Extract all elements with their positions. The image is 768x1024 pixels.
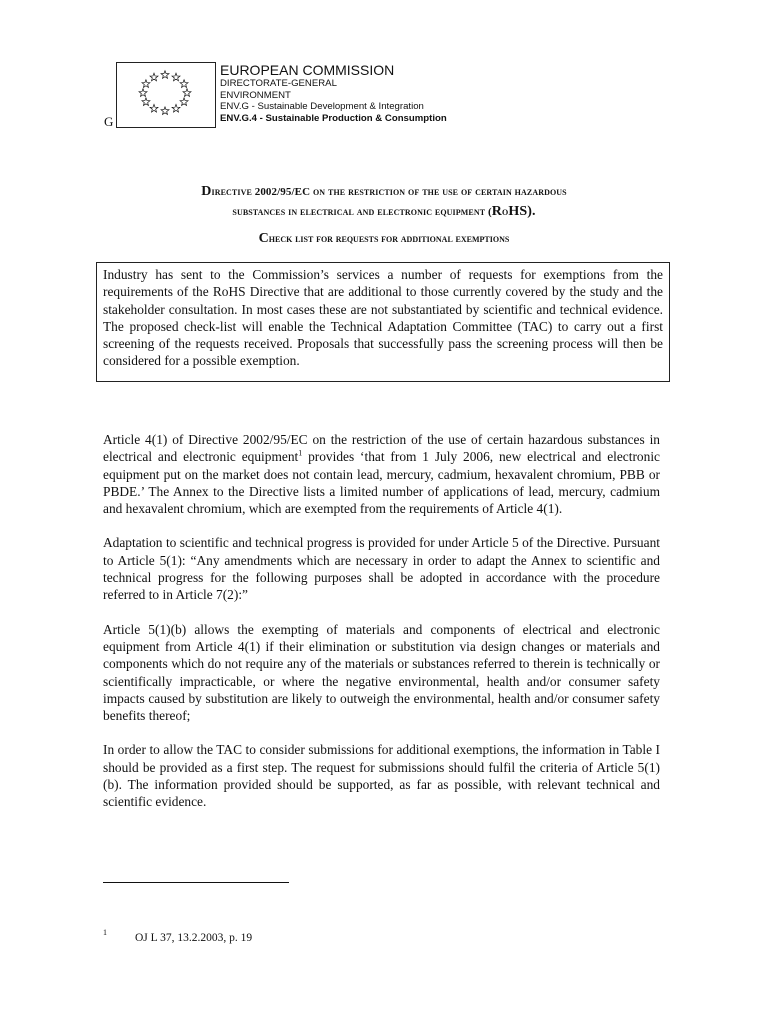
eu-star-icon [150,104,158,112]
intro-box [96,262,670,382]
title-line2: substances in electrical and electronic equipment ( [232,206,492,218]
org-name: EUROPEAN COMMISSION [220,62,395,78]
document-title [100,182,668,222]
checklist-title [100,231,668,247]
eu-star-icon [172,104,180,112]
eu-star-icon [150,73,158,81]
eu-star-icon [180,98,188,106]
eu-logo [116,62,216,128]
eu-stars-icon [117,63,215,127]
body-text [103,431,660,828]
paragraph-2: Adaptation to scientific and technical progress is provided for under Article 5 of the Directive. Pursuant to Article 5(1): “Any amendments which are necessary in order to adapt the Annex to scientific and technical progress for the following purposes shall be adopted in accordance with the procedure referred to in Article 7(2):” [103,535,660,603]
title-acronym-cap: R [491,204,502,219]
title-cap: D [201,184,212,199]
paragraph-1 [103,431,660,517]
directorate: ENV.G - Sustainable Development & Integration [220,101,424,112]
eu-star-icon [161,107,169,115]
dg-line1: DIRECTORATE-GENERAL [220,78,337,89]
eu-star-icon [180,80,188,88]
header-text [220,62,520,124]
paragraph-1-start: Article 4(1) of Directive 2002/95/EC on the restriction of the use of certain hazardous substances in electrical and electronic equipment [103,432,660,465]
title-acronym-mid: o [502,206,509,218]
eu-star-icon [142,80,150,88]
paragraph-1-end: provides ‘that from 1 July 2006, new electrical and electronic equipment put on the market does not contain lead, mercury, cadmium, hexavalent chromium, PBB or PBDE.’ The Annex to the Directive lists a limited number of applications of lead, mercury, cadmium and hexavalent chromium, which are exempted from the requirements of Article 4(1). [103,449,660,517]
eu-star-icon [142,98,150,106]
paragraph-4: In order to allow the TAC to consider submissions for additional exemptions, the information in Table I should be provided as a first step. The request for submissions should fulfil the criteria of Article 5(1)(b). The information provided should be supported, as far as possible, with relevant technical and scientific evidence. [103,742,660,810]
dg-line2: ENVIRONMENT [220,89,291,101]
checklist-rest: heck list for requests for additional exemptions [268,233,510,245]
intro-text: Industry has sent to the Commission’s services a number of requests for exemptions from the requirements of the RoHS Directive that are additional to those currently covered by the study and the stakeholder consultation. In most cases these are not substantiated by scientific and technical evidence. The proposed check-list will enable the Technical Adaptation Committee (TAC) to carry out a first screening of the requests received. Proposals that successfully pass the screening process will then be considered for a possible exemption. [103,267,663,369]
eu-star-icon [139,89,147,97]
eu-star-icon [183,89,191,97]
header-side-letter: G [104,114,114,129]
footnote-mark: 1 [103,928,107,937]
title-acronym-end: HS [508,204,528,219]
title-line1: irective 2002/95/EC on the restriction of the use of certain hazardous [211,186,567,198]
eu-star-icon [161,71,169,79]
paragraph-3: Article 5(1)(b) allows the exempting of materials and components of electrical and electronic equipment from Article 4(1) if their elimination or substitution via design changes or materials and components which do not require any of the materials or substances referred to therein is technically or scientifically impracticable, or where the negative environmental, health and/or consumer safety impacts caused by substitution are likely to outweigh the environmental, health and/or consumer safety benefits thereof; [103,621,660,724]
unit-name: ENV.G.4 - Sustainable Production & Consumption [220,112,447,124]
footnote-divider [103,882,289,883]
eu-star-icon [172,73,180,81]
footnote-ref[interactable]: 1 [298,448,303,458]
footnote-text: OJ L 37, 13.2.2003, p. 19 [135,932,253,944]
title-close: ). [527,204,536,219]
checklist-cap: C [258,231,269,246]
